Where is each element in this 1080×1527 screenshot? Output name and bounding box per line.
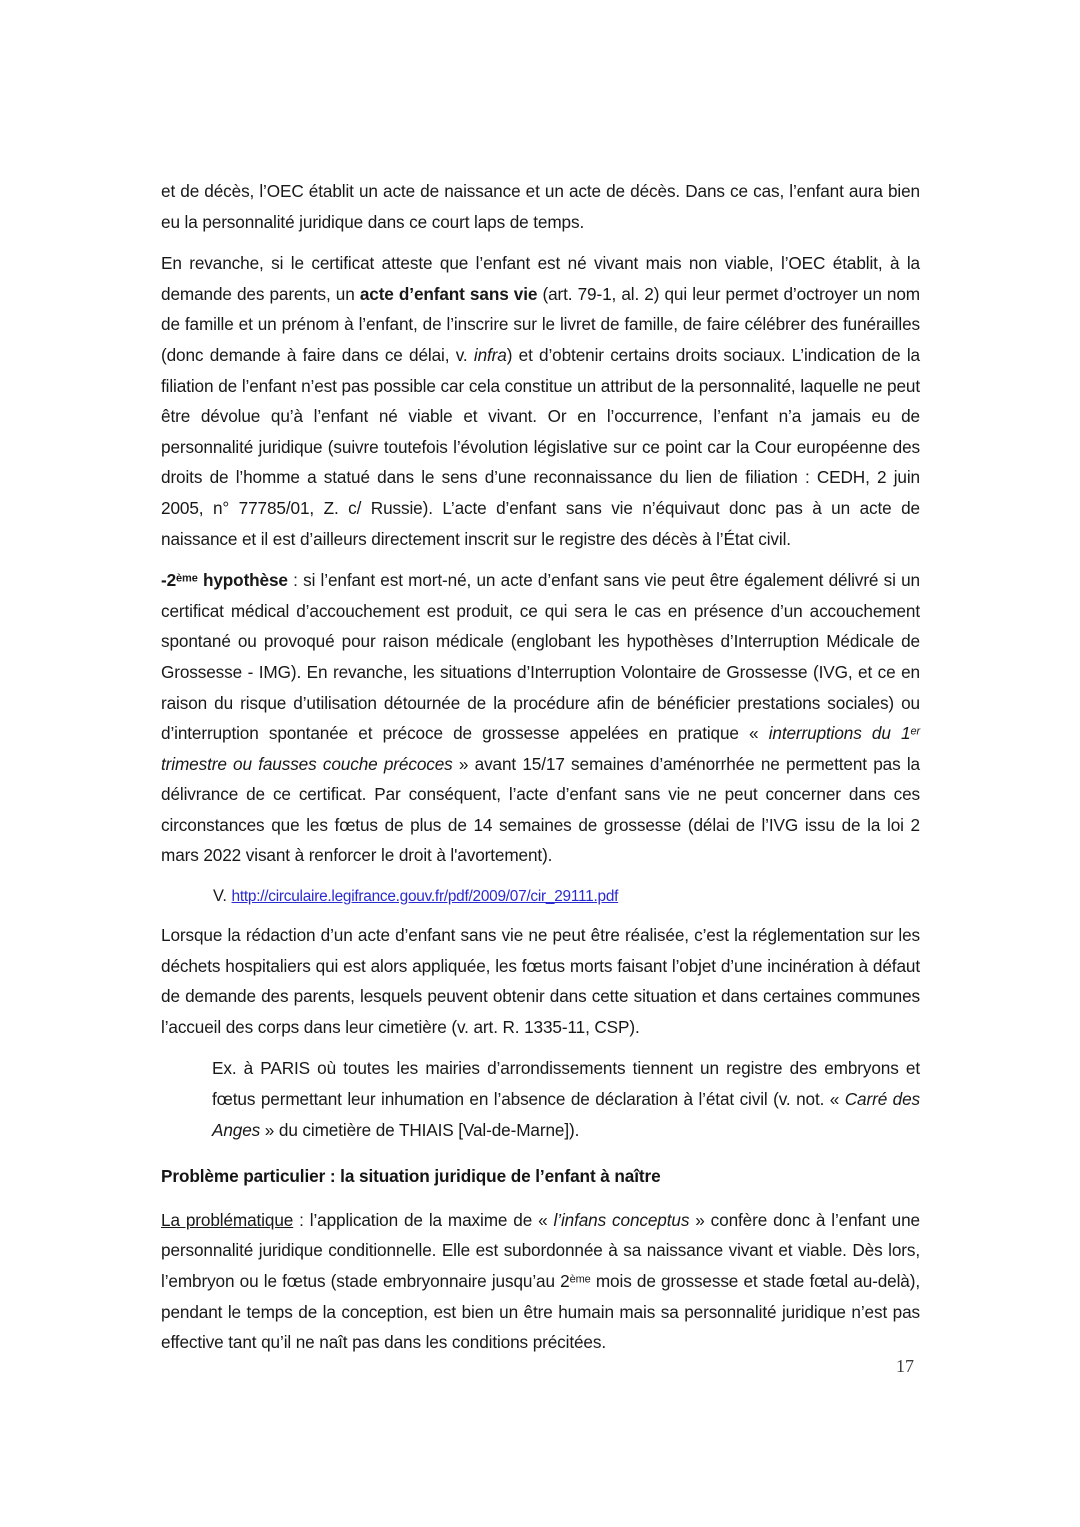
hypothese-number: -2 bbox=[161, 570, 177, 591]
paragraph-1-text: et de décès, l’OEC établit un acte de naissance et un acte de décès. Dans ce cas, l’enfant aura bien eu la personnalité juridique dans ce court laps de temps. bbox=[161, 181, 920, 232]
italic-quote-part-b: trimestre ou fausses couche précoces bbox=[161, 753, 453, 774]
paragraph-6-ordinal-suffix: ème bbox=[569, 1273, 591, 1286]
paragraph-2-bold-term: acte d’enfant sans vie bbox=[359, 283, 538, 304]
paragraph-2 bbox=[161, 248, 920, 554]
paragraph-5-segment-1: Ex. à PARIS où toutes les mairies d’arrondissements tiennent un registre des embryons et fœtus permettant leur inhumation en l’absence de déclaration à l’état civil (v. not. « bbox=[212, 1058, 920, 1110]
paragraph-2-segment-1: En revanche, si le certificat atteste que l’enfant est né vivant mais non viable, l’OEC établit, à la demande des parents, un bbox=[161, 253, 920, 304]
legifrance-circular-link[interactable]: http://circulaire.legifrance.gouv.fr/pdf/2009/07/cir_29111.pdf bbox=[231, 888, 619, 906]
page-content bbox=[161, 176, 920, 1369]
section-heading: Problème particulier : la situation juridique de l’enfant à naître bbox=[161, 1166, 661, 1187]
paragraph-6-segment-2: » confère donc à l’enfant une personnalité juridique conditionnelle. Elle est subordonnée à sa naissance vivant et viable. Dès lors, l’embryon ou le fœtus (stade embryonnaire jusqu’au 2 bbox=[161, 1209, 921, 1291]
paragraph-3-segment-2: » avant 15/17 semaines d’aménorrhée ne permettent pas la délivrance de ce certificat. Par conséquent, l’acte d’enfant sans vie ne peut concerner dans ces circonstances que les fœtus de plus de 14 semaines de grossesse (délai de l’IVG issu de la loi 2 mars 2022 visant à renforcer le droit à l'avortement). bbox=[161, 753, 920, 866]
paragraph-6 bbox=[161, 1205, 920, 1358]
italic-quote-part-a: interruptions du 1 bbox=[768, 723, 911, 744]
reference-link-line bbox=[213, 882, 920, 911]
paragraph-2-italic-infra: infra bbox=[473, 344, 507, 365]
paragraph-6-segment-1: : l’application de la maxime de « bbox=[293, 1209, 554, 1230]
reference-prefix: V. bbox=[213, 887, 232, 906]
page-number: 17 bbox=[896, 1356, 914, 1376]
italic-quote-ordinal-suffix: er bbox=[910, 725, 920, 738]
infans-conceptus-italic: l’infans conceptus bbox=[553, 1209, 690, 1230]
paragraph-4-text: Lorsque la rédaction d’un acte d’enfant sans vie ne peut être réalisée, c’est la réglementation sur les déchets hospitaliers qui est alors appliquée, les fœtus morts faisant l’objet d’une incinération à défaut de demande des parents, lesquels peuvent obtenir dans cette situation et dans certaines communes l’accueil des corps dans leur cimetière (v. art. R. 1335-11, CSP). bbox=[161, 925, 920, 1037]
paragraph-6-segment-3: mois de grossesse et stade fœtal au-delà), pendant le temps de la conception, est bien un être humain mais sa personnalité juridique n’est pas effective tant qu’il ne naît pas dans les conditions précitées. bbox=[161, 1271, 921, 1353]
hypothese-word: hypothèse bbox=[197, 570, 288, 591]
paragraph-5-segment-2: » du cimetière de THIAIS [Val-de-Marne]). bbox=[260, 1119, 580, 1140]
hypothese-label bbox=[161, 570, 288, 590]
paragraph-2-segment-3: ) et d’obtenir certains droits sociaux. L’indication de la filiation de l’enfant n’est pas possible car cela constitue un attribut de la personnalité, laquelle ne peut être dévolue qu’à l’enfant né viable et vivant. Or en l’occurrence, l’enfant n’a jamais eu de personnalité juridique (suivre toutefois l’évolution législative sur ce point car la Cour européenne des droits de l’homme a statué dans le sens d’une reconnaissance du lien de filiation : CEDH, 2 juin 2005, n° 77785/01, Z. c/ Russie). L’acte d’enfant sans vie n’équivaut donc pas à un acte de naissance et il est d’ailleurs directement inscrit sur le registre des décès à l’État civil. bbox=[161, 344, 920, 549]
problematique-underlined-label: La problématique bbox=[161, 1209, 294, 1230]
paragraph-2-segment-2: (art. 79-1, al. 2) qui leur permet d’octroyer un nom de famille et un prénom à l’enfant, de l’inscrire sur le livret de famille, de faire célébrer des funérailles (donc demande à faire dans ce délai, v. bbox=[161, 283, 920, 365]
paragraph-4 bbox=[161, 920, 920, 1042]
paragraph-3-hypothese bbox=[161, 565, 920, 871]
paragraph-3-segment-1: : si l’enfant est mort-né, un acte d’enfant sans vie peut être également délivré si un certificat médical d’accouchement est produit, ce qui sera le cas en présence d’un accouchement spontané ou provoqué pour raison médicale (englobant les hypothèses d’Interruption Médicale de Grossesse - IMG). En revanche, les situations d’Interruption Volontaire de Grossesse (IVG, et ce en raison du risque d’utilisation détournée de la procédure afin de bénéficier prestations sociales) ou d’interruption spontanée et précoce de grossesse appelées en pratique « bbox=[161, 570, 920, 744]
paragraph-1 bbox=[161, 176, 920, 237]
hypothese-ordinal-suffix: ème bbox=[176, 572, 198, 585]
carre-des-anges-italic: Carré des Anges bbox=[212, 1089, 920, 1140]
paragraph-5-example bbox=[212, 1053, 920, 1145]
